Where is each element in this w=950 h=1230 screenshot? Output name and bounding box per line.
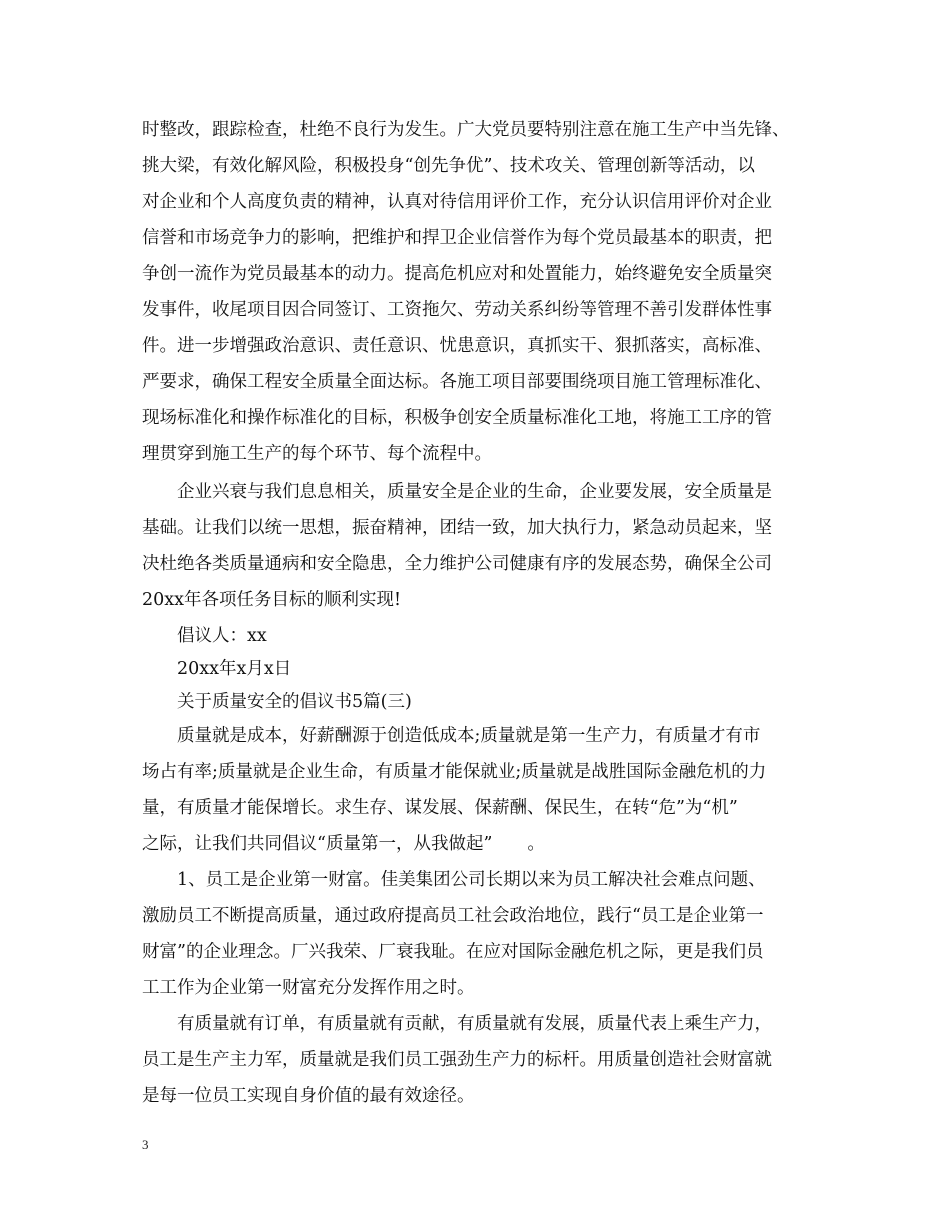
body-text-line: 对企业和个人高度负责的精神，认真对待信用评价工作，充分认识信用评价对企业	[142, 192, 772, 212]
body-text-line: 理贯穿到施工生产的每个环节、每个流程中。	[142, 444, 492, 464]
body-text-line: 量，有质量才能保增长。求生存、谋发展、保薪酬、保民生，在转“危”为“机”	[142, 798, 738, 818]
body-text-line: 之际，让我们共同倡议“质量第一，从我做起” 。	[142, 834, 545, 854]
body-text-line: 决杜绝各类质量通病和安全隐患，全力维护公司健康有序的发展态势，确保全公司	[142, 554, 772, 574]
body-text-line: 员工是生产主力军，质量就是我们员工强劲生产力的标杆。用质量创造社会财富就	[142, 1050, 772, 1070]
body-text-line: 争创一流作为党员最基本的动力。提高危机应对和处置能力，始终避免安全质量突	[142, 264, 772, 284]
body-text-line: 挑大梁，有效化解风险，积极投身“创先争优”、技术攻关、管理创新等活动，以	[142, 156, 755, 176]
body-text-line: 财富”的企业理念。厂兴我荣、厂衰我耻。在应对国际金融危机之际，更是我们员	[142, 942, 764, 962]
body-text-line: 20xx年各项任务目标的顺利实现!	[142, 590, 402, 610]
paragraph-first-line: 1、员工是企业第一财富。佳美集团公司长期以来为员工解决社会难点问题、	[177, 870, 766, 890]
body-text-line: 工工作为企业第一财富充分发挥作用之时。	[142, 978, 475, 998]
body-text-line: 发事件，收尾项目因合同签订、工资拖欠、劳动关系纠纷等管理不善引发群体性事	[142, 300, 772, 320]
body-text-line: 是每一位员工实现自身价值的最有效途径。	[142, 1086, 475, 1106]
body-text-line: 现场标准化和操作标准化的目标，积极争创安全质量标准化工地，将施工工序的管	[142, 408, 772, 428]
paragraph-first-line: 有质量就有订单，有质量就有贡献，有质量就有发展，质量代表上乘生产力，	[177, 1014, 772, 1034]
page-number: 3	[142, 1137, 149, 1152]
signatory-line: 倡议人：xx	[177, 626, 267, 646]
date-line: 20xx年x月x日	[177, 659, 292, 679]
paragraph-first-line: 企业兴衰与我们息息相关，质量安全是企业的生命，企业要发展，安全质量是	[177, 482, 772, 502]
body-text-line: 时整改，跟踪检查，杜绝不良行为发生。广大党员要特别注意在施工生产中当先锋、	[142, 120, 790, 140]
section-heading: 关于质量安全的倡议书5篇(三)	[177, 692, 412, 712]
body-text-line: 激励员工不断提高质量，通过政府提高员工社会政治地位，践行“员工是企业第一	[142, 906, 764, 926]
body-text-line: 信誉和市场竞争力的影响，把维护和捍卫企业信誉作为每个党员最基本的职责，把	[142, 228, 772, 248]
body-text-line: 基础。让我们以统一思想，振奋精神，团结一致，加大执行力，紧急动员起来，坚	[142, 518, 772, 538]
body-text-line: 件。进一步增强政治意识、责任意识、忧患意识，真抓实干、狠抓落实，高标准、	[142, 336, 772, 356]
paragraph-first-line: 质量就是成本，好薪酬源于创造低成本;质量就是第一生产力，有质量才有市	[177, 726, 761, 746]
body-text-line: 严要求，确保工程安全质量全面达标。各施工项目部要围绕项目施工管理标准化、	[142, 372, 772, 392]
body-text-line: 场占有率;质量就是企业生命，有质量才能保就业;质量就是战胜国际金融危机的力	[142, 762, 767, 782]
